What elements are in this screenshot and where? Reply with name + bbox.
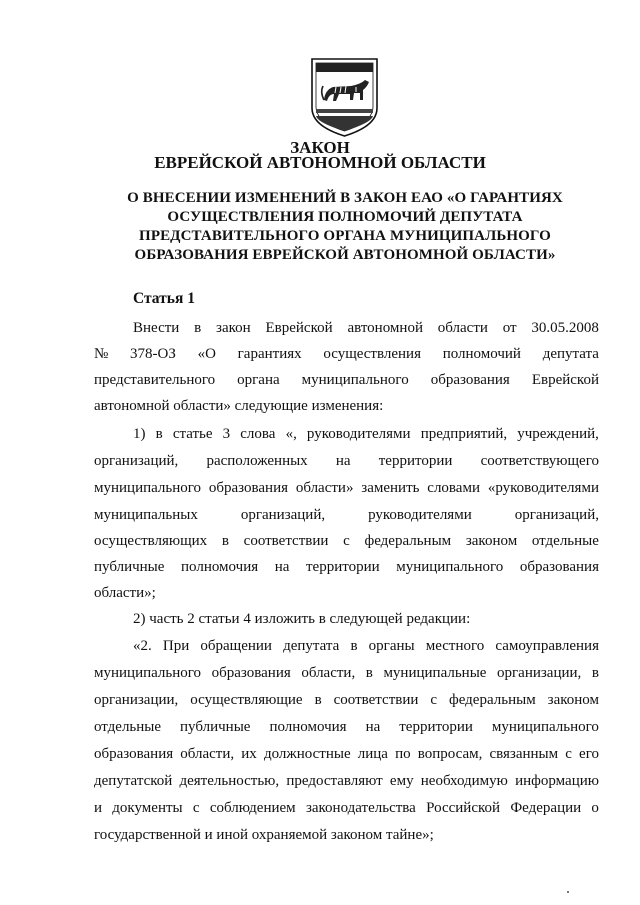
article-text-line: образования области, их должностные лица по вопросам, связанным с его [94, 746, 599, 762]
subject-title: ЕВРЕЙСКОЙ АВТОНОМНОЙ ОБЛАСТИ [154, 153, 486, 172]
article-text-line: муниципального образования области» заменить словами «руководителями [94, 480, 599, 496]
article-text-line: государственной и иной охраняемой законом тайне»; [94, 827, 434, 843]
article-text-line: муниципального образования области, в муниципальные организации, в [94, 665, 599, 681]
article-text-line: осуществляющих в соответствии с федеральным законом отдельные [94, 533, 599, 549]
article-text-line: публичные полномочия на территории муниципального образования [94, 559, 599, 575]
subtitle-line: О ВНЕСЕНИИ ИЗМЕНЕНИЙ В ЗАКОН ЕАО «О ГАРАНТИЯХ [127, 190, 563, 206]
article-text-line: Внести в закон Еврейской автономной области от 30.05.2008 [133, 320, 599, 336]
article-text-line: представительного органа муниципального образования Еврейской [94, 372, 599, 388]
subtitle-line: ОСУЩЕСТВЛЕНИЯ ПОЛНОМОЧИЙ ДЕПУТАТА [167, 209, 523, 225]
subtitle-line: ОБРАЗОВАНИЯ ЕВРЕЙСКОЙ АВТОНОМНОЙ ОБЛАСТИ» [134, 247, 556, 263]
article-text-line: отдельные публичные полномочия на территории муниципального [94, 719, 599, 735]
article-text-line: организаций, расположенных на территории соответствующего [94, 453, 599, 469]
article-text-line: 1) в статье 3 слова «, руководителями предприятий, учреждений, [133, 426, 599, 442]
article-text-line: организации, осуществляющие в соответствии с федеральным законом [94, 692, 599, 708]
article-text-line: области»; [94, 585, 156, 601]
article-text-line: № 378-ОЗ «О гарантиях осуществления полномочий депутата [94, 346, 599, 362]
article-text-line: и документы с соблюдением законодательства Российской Федерации о [94, 800, 599, 816]
article-heading: Статья 1 [133, 290, 195, 307]
article-text-line: автономной области» следующие изменения: [94, 398, 384, 414]
coat-of-arms-tiger-icon [309, 56, 380, 138]
article-text-line: депутатской деятельностью, предоставляют ему необходимую информацию [94, 773, 599, 789]
article-text-line: 2) часть 2 статьи 4 изложить в следующей редакции: [133, 611, 471, 627]
subtitle-line: ПРЕДСТАВИТЕЛЬНОГО ОРГАНА МУНИЦИПАЛЬНОГО [139, 228, 551, 244]
article-text-line: муниципальных организаций, руководителями организаций, [94, 507, 599, 523]
article-text-line: «2. При обращении депутата в органы местного самоуправления [133, 638, 599, 654]
scan-speck [567, 891, 569, 893]
law-title: ЗАКОН [290, 138, 350, 157]
law-subtitle [110, 189, 580, 265]
